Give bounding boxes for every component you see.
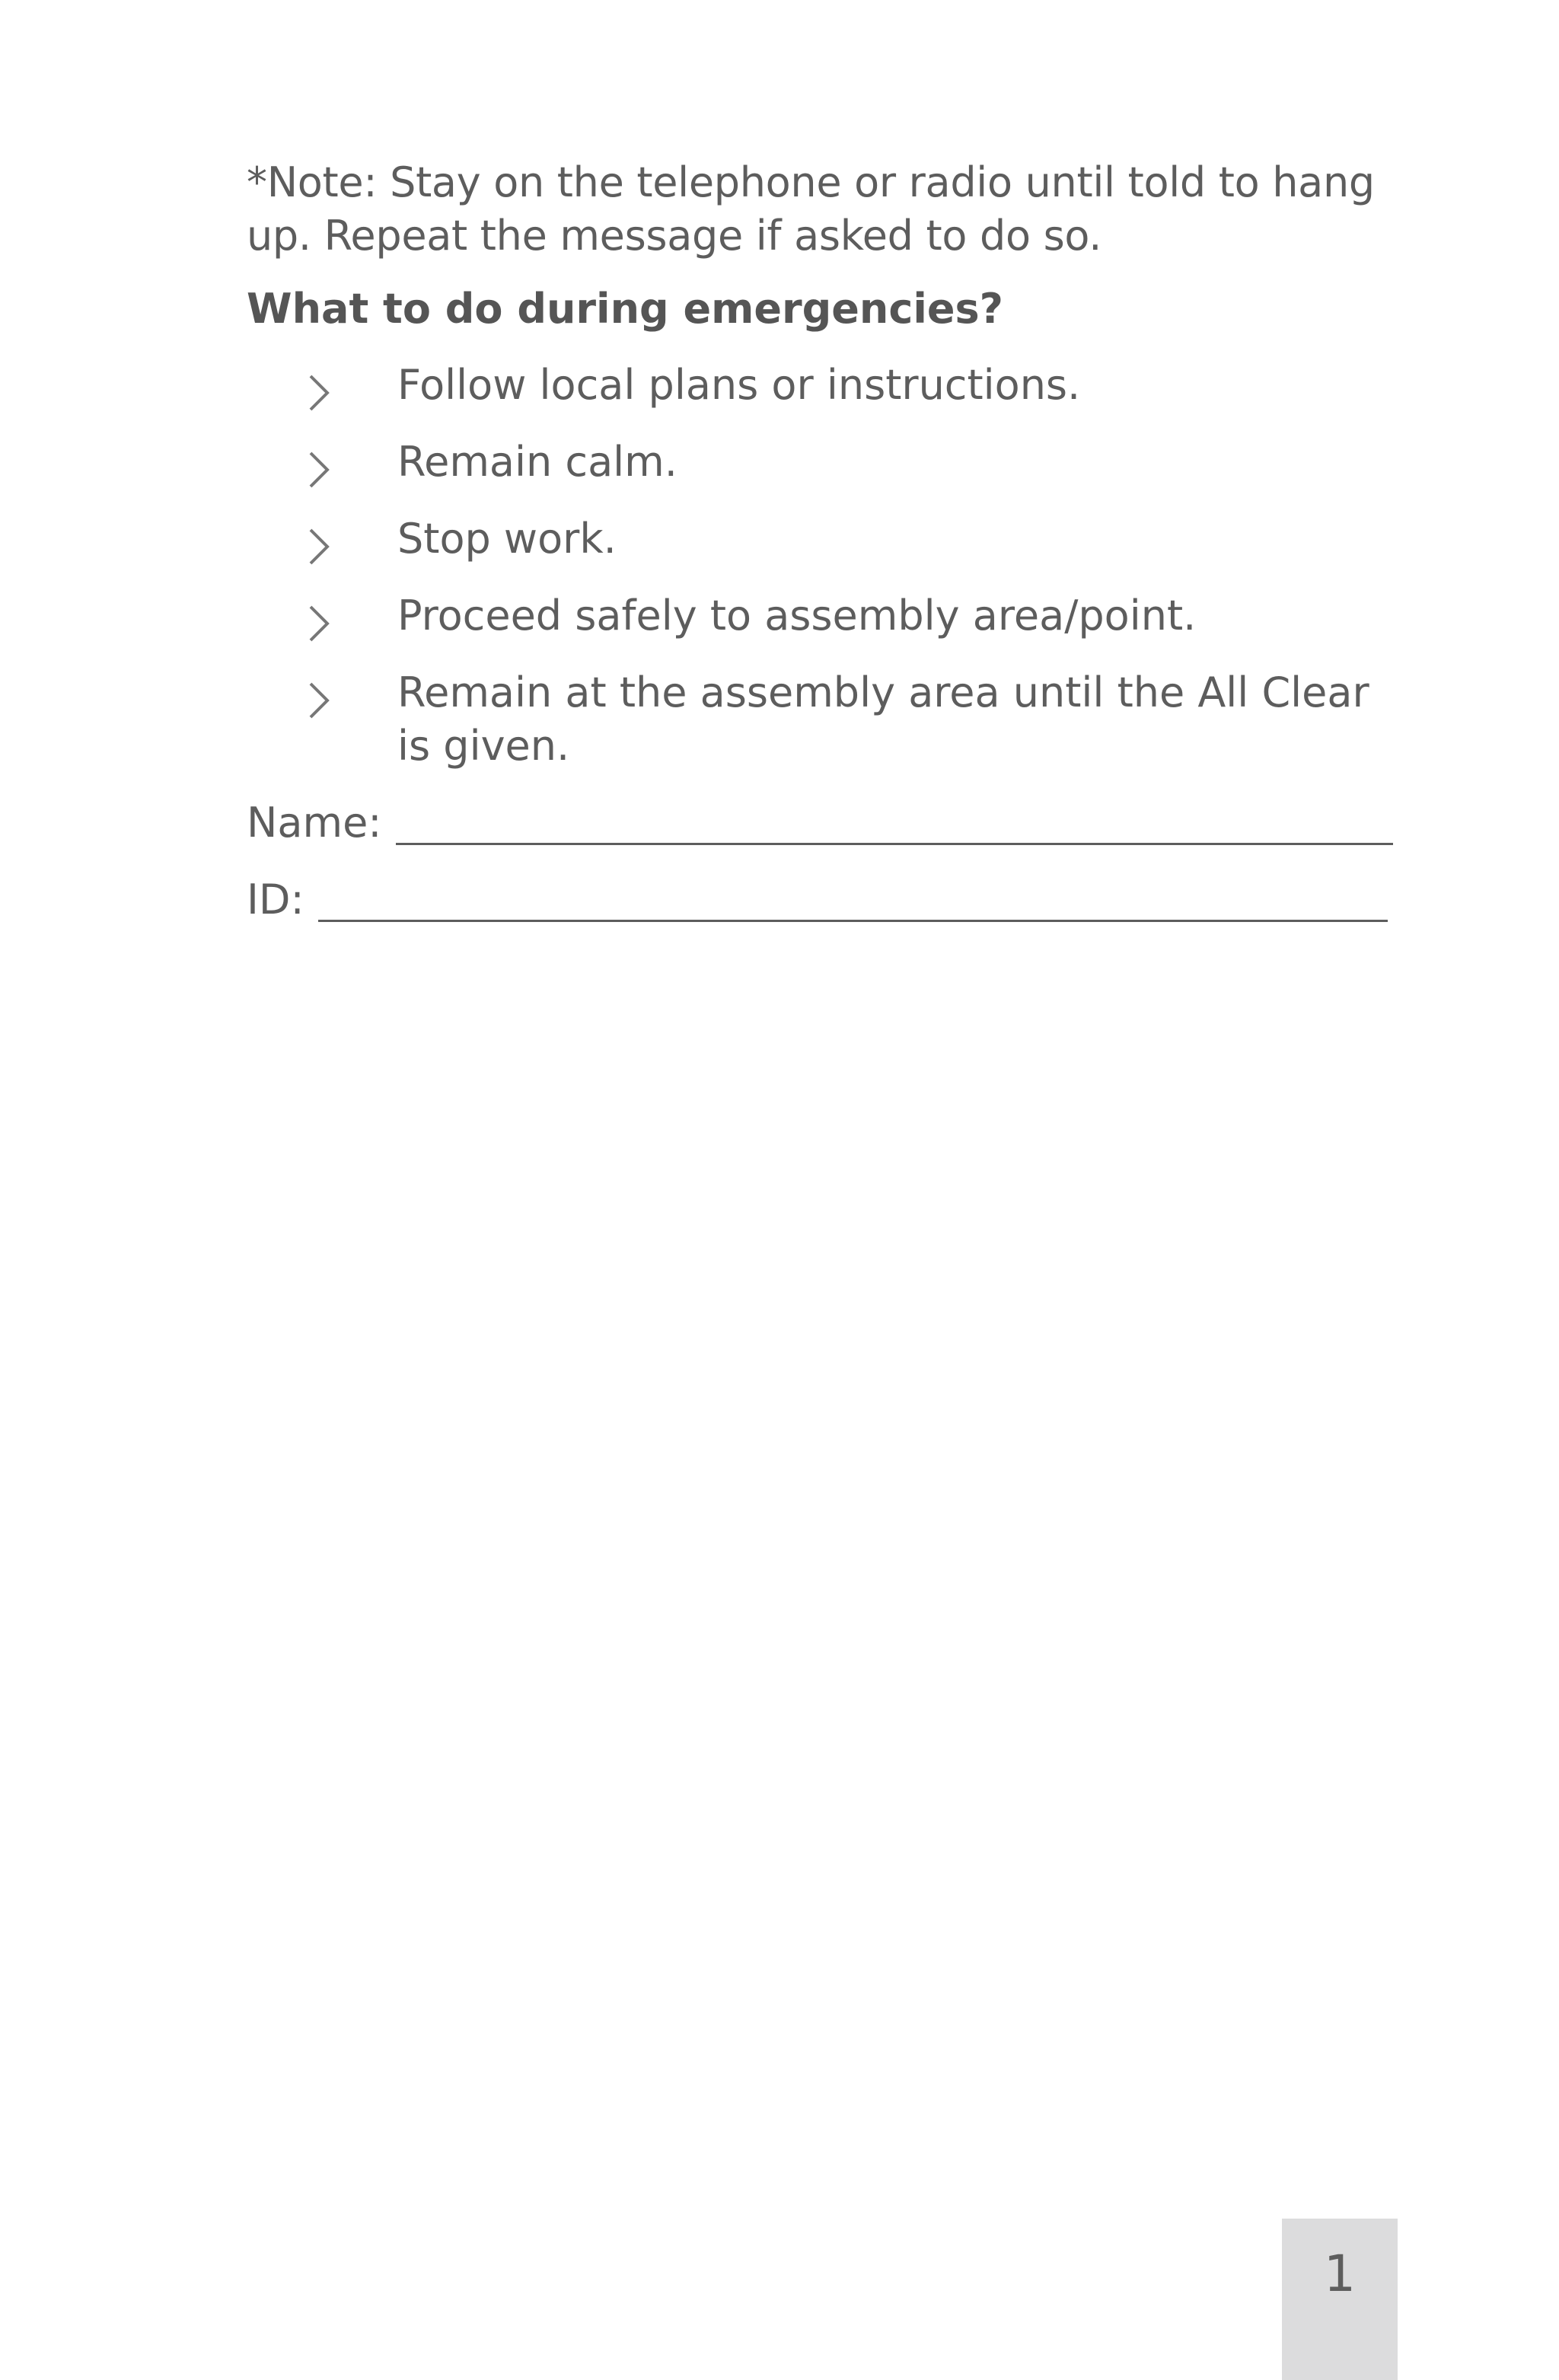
id-label: ID:	[247, 876, 304, 924]
name-label: Name:	[247, 799, 382, 847]
list-item	[247, 512, 1388, 566]
list-item-text: Follow local plans or instructions.	[397, 361, 1081, 409]
chevron-right-icon	[308, 451, 330, 489]
page-number: 1	[1324, 2244, 1356, 2303]
list-item	[247, 435, 1388, 489]
list-item-text: Remain at the assembly area until the All Clear is given.	[397, 668, 1369, 770]
document-body	[247, 156, 1388, 950]
name-blank-line[interactable]	[396, 803, 1393, 845]
page-number-tab	[1282, 2219, 1398, 2380]
chevron-right-icon	[308, 374, 330, 412]
list-item-text: Remain calm.	[397, 438, 677, 486]
note-text: *Note: Stay on the telephone or radio until told to hang up. Repeat the message if asked to do so.	[247, 158, 1375, 260]
id-field	[247, 873, 1388, 927]
list-item-text: Proceed safely to assembly area/point.	[397, 592, 1197, 640]
instructions-list	[247, 359, 1388, 773]
chevron-right-icon	[308, 681, 330, 719]
section-heading: What to do during emergencies?	[247, 285, 1003, 333]
list-item	[247, 359, 1388, 412]
chevron-right-icon	[308, 528, 330, 566]
name-field	[247, 796, 1388, 850]
list-item	[247, 589, 1388, 643]
chevron-right-icon	[308, 605, 330, 643]
id-blank-line[interactable]	[318, 880, 1388, 922]
list-item	[247, 666, 1388, 773]
list-item-text: Stop work.	[397, 515, 617, 563]
